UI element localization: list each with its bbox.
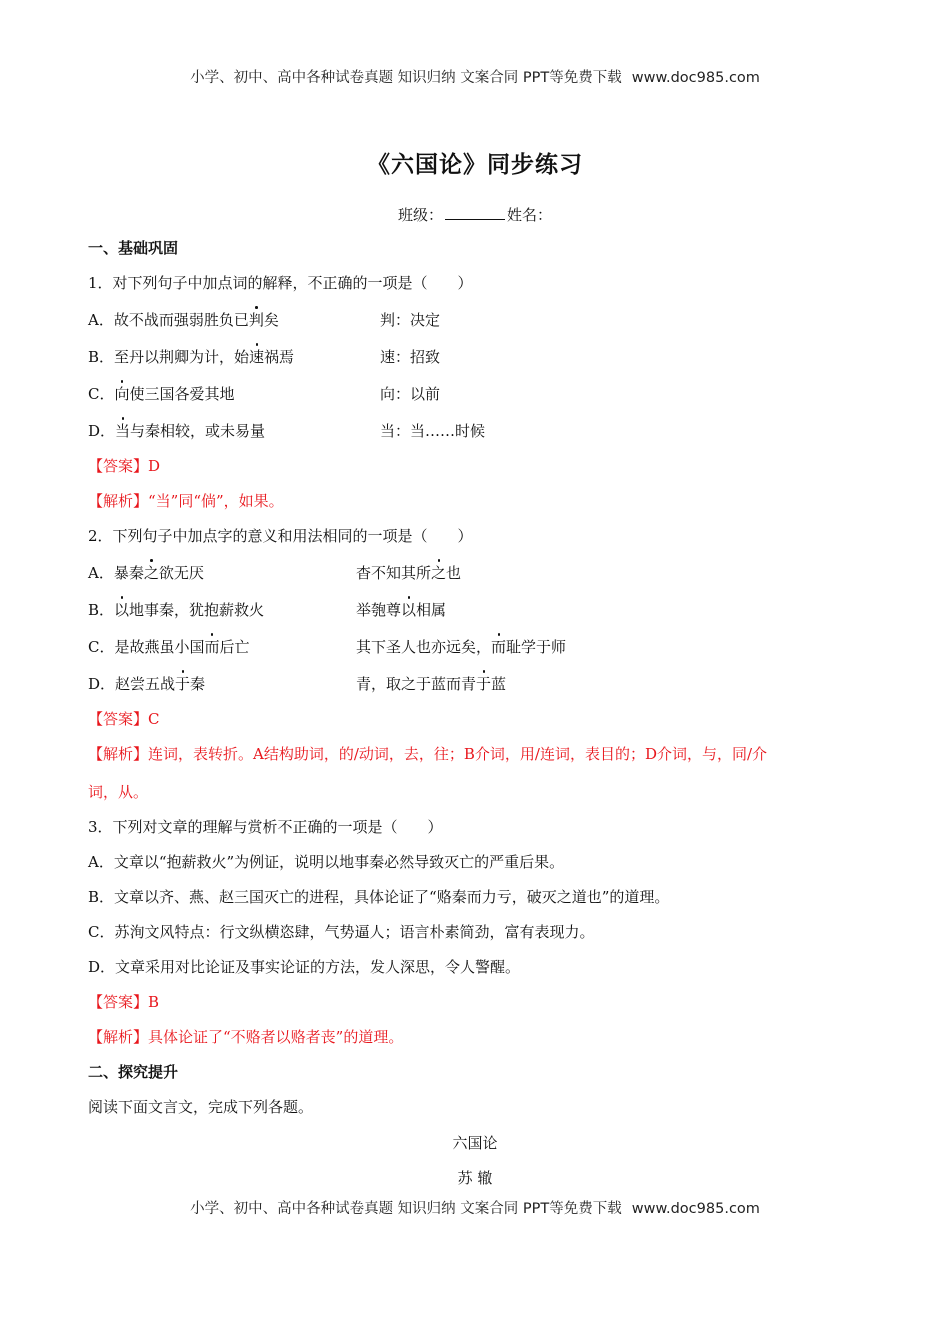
q1-option-d: D．当与秦相较，或未易量 当：当……时候: [88, 422, 486, 440]
q2-option-b: B．以地事秦，犹抱薪救火 举匏尊以相属: [88, 601, 447, 619]
section-basic: 一、基础巩固: [88, 239, 179, 257]
q2-analysis-line1: 【解析】连词，表转折。A结构助词，的/动词，去，往；B介词，用/连词，表目的；D介词，与，同/介: [88, 745, 768, 763]
q2-option-d-compare: 青，取之于蓝而青于蓝: [356, 675, 507, 693]
q3-analysis: 【解析】具体论证了“不赂者以赂者丧”的道理。: [88, 1028, 404, 1046]
section-advanced: 二、探究提升: [88, 1063, 179, 1081]
q1-stem: 1．对下列句子中加点词的解释，不正确的一项是（ ）: [88, 274, 473, 292]
q2-option-b-compare: 举匏尊以相属: [356, 601, 447, 619]
name-label: 姓名：: [507, 206, 553, 224]
reading-instruction: 阅读下面文言文，完成下列各题。: [88, 1098, 314, 1116]
q2-analysis-line2: 词，从。: [88, 783, 149, 801]
q3-option-c: C．苏洵文风特点：行文纵横恣肆，气势逼人；语言朴素简劲，富有表现力。: [88, 923, 595, 941]
q3-option-a: A．文章以“抱薪救火”为例证，说明以地事秦必然导致灭亡的严重后果。: [88, 853, 565, 871]
q2-option-a: A．暴秦之欲无厌 杳不知其所之也: [88, 564, 462, 582]
q1-option-c: C．向使三国各爱其地 向：以前: [88, 385, 441, 403]
q2-option-c: C．是故燕虽小国而后亡 其下圣人也亦远矣，而耻学于师: [88, 638, 567, 656]
class-label: 班级：: [397, 206, 443, 224]
header-url[interactable]: www.doc985.com: [631, 70, 760, 86]
q1-option-b: B．至丹以荆卿为计，始速祸焉 速：招致: [88, 348, 441, 366]
q1-option-c-explanation: 向：以前: [380, 385, 441, 403]
q2-stem: 2．下列句子中加点字的意义和用法相同的一项是（ ）: [88, 527, 473, 545]
q1-option-a-explanation: 判：决定: [380, 311, 441, 329]
q3-option-d: D．文章采用对比论证及事实论证的方法，发人深思，令人警醒。: [88, 958, 521, 976]
q2-option-d: D．赵尝五战于秦 青，取之于蓝而青于蓝: [88, 675, 507, 693]
q3-stem: 3．下列对文章的理解与赏析不正确的一项是（ ）: [88, 818, 443, 836]
class-blank: [445, 205, 505, 220]
page-title: 《六国论》同步练习: [367, 152, 583, 178]
q2-answer: 【答案】C: [88, 710, 160, 728]
q2-option-a-compare: 杳不知其所之也: [356, 564, 462, 582]
q3-answer: 【答案】B: [88, 993, 160, 1011]
passage-author: 苏 辙: [457, 1169, 493, 1187]
passage-title: 六国论: [452, 1134, 498, 1152]
q1-analysis: 【解析】“当”同“倘”，如果。: [88, 492, 284, 510]
class-name-line: [0, 204, 950, 225]
q1-option-d-explanation: 当：当……时候: [380, 422, 486, 440]
page-footer: [0, 1197, 950, 1218]
q1-answer: 【答案】D: [88, 457, 161, 475]
q1-option-a: A．故不战而强弱胜负已判矣 判：决定: [88, 311, 441, 329]
q3-option-b: B．文章以齐、燕、赵三国灭亡的进程，具体论证了“赂秦而力亏，破灭之道也”的道理。: [88, 888, 670, 906]
q1-option-b-explanation: 速：招致: [380, 348, 441, 366]
footer-text: 小学、初中、高中各种试卷真题 知识归纳 文案合同 PPT等免费下载: [190, 1201, 622, 1217]
q2-option-c-compare: 其下圣人也亦远矣，而耻学于师: [356, 638, 567, 656]
header-text: 小学、初中、高中各种试卷真题 知识归纳 文案合同 PPT等免费下载: [190, 70, 622, 86]
page-header: [0, 66, 950, 87]
footer-url[interactable]: www.doc985.com: [631, 1201, 760, 1217]
